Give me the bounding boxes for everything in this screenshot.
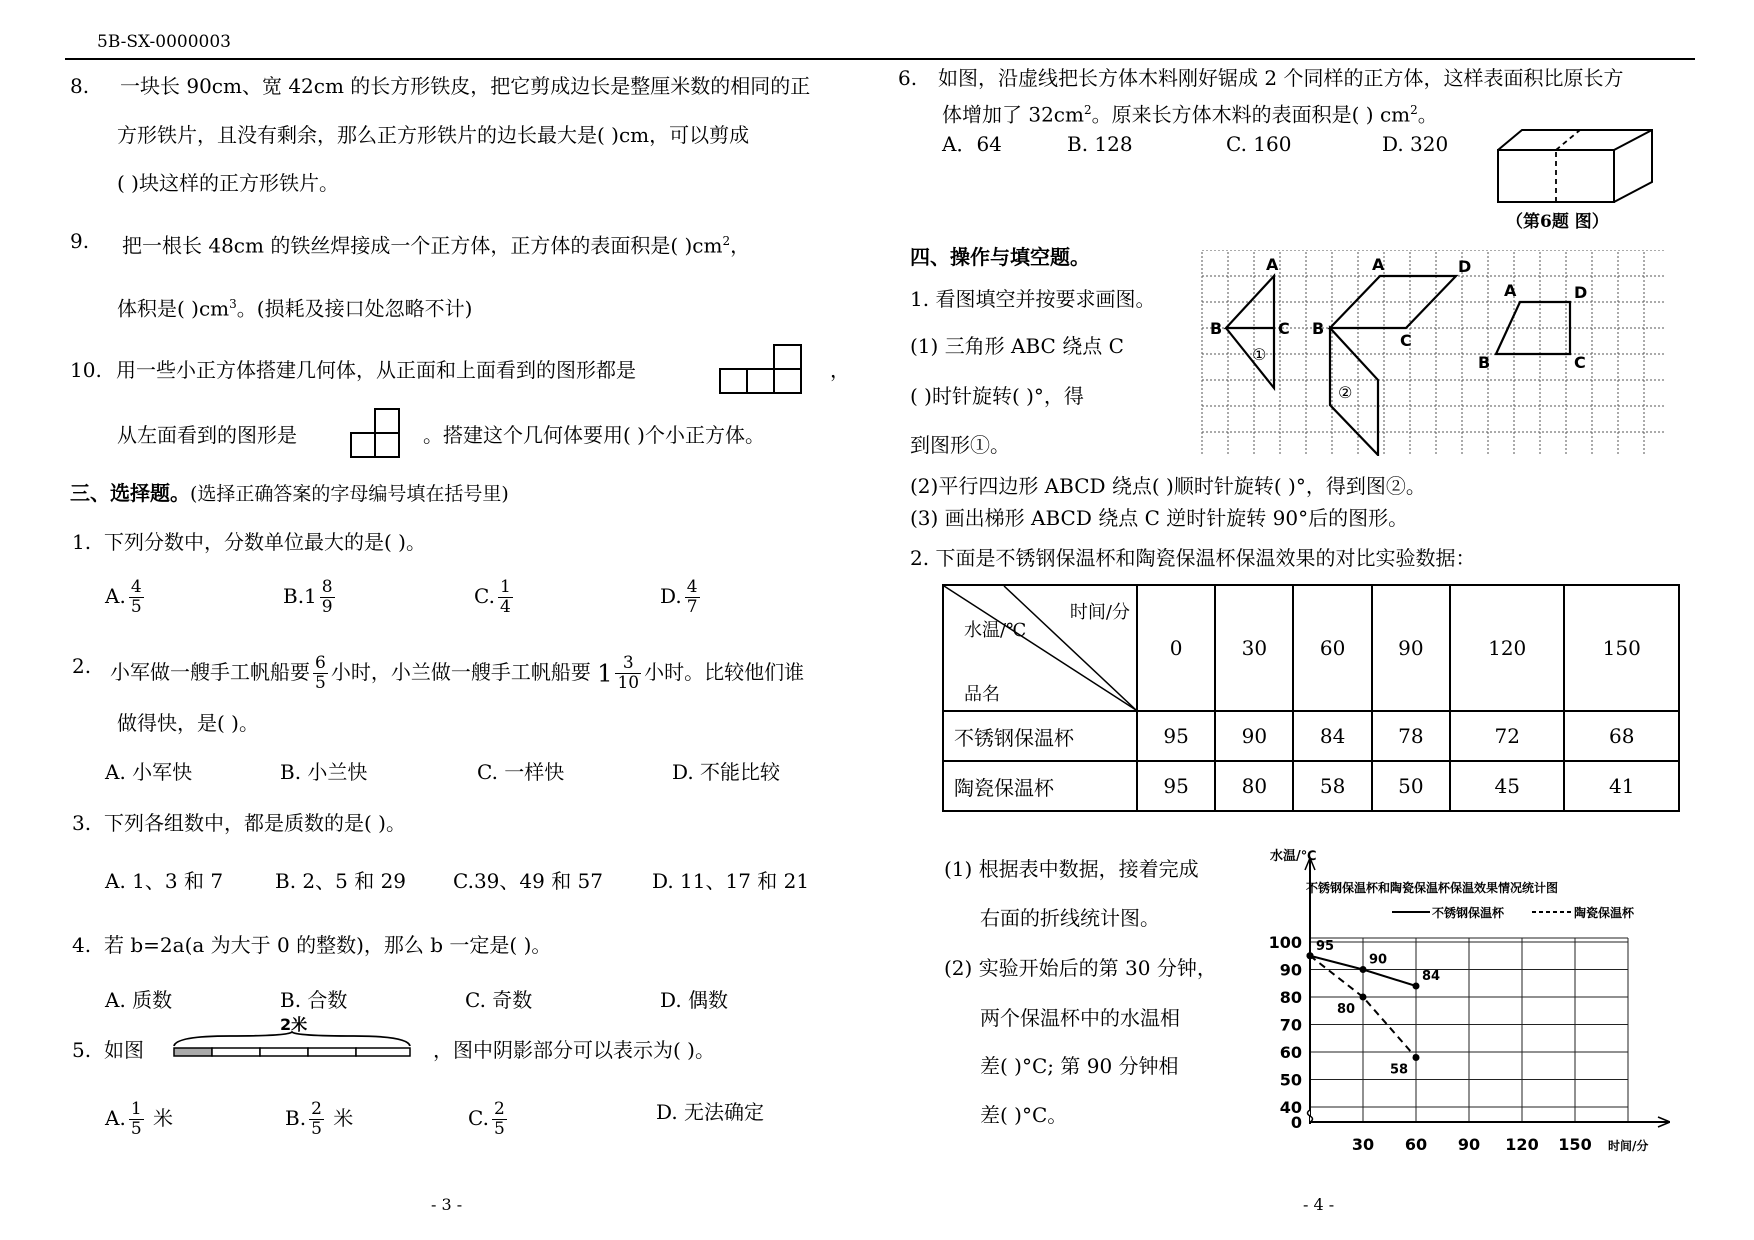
time-header: 90 <box>1372 585 1450 711</box>
c2-number: 2. <box>72 654 92 678</box>
corner-time-label: 时间/分 <box>1069 602 1130 623</box>
c1-number: 1. <box>72 530 92 554</box>
triangle-rotated <box>1226 328 1274 388</box>
cuboid-figure <box>1496 128 1656 204</box>
c1-option-b[interactable]: B.1 $\frac{8}{9}$ <box>283 577 333 617</box>
data-point <box>1307 952 1314 959</box>
q10-line2b: 。搭建这个几何体要用( )个小正方体。 <box>423 423 765 447</box>
data-point <box>1413 1054 1420 1061</box>
c5-option-a[interactable]: A. $\frac{1}{5}$ 米 <box>105 1099 173 1139</box>
c4-option-d[interactable]: D. 偶数 <box>660 988 729 1012</box>
svg-text:D: D <box>1574 283 1588 302</box>
chart-title: 不锈钢保温杯和陶瓷保温杯保温效果情况统计图 <box>1306 881 1559 895</box>
c3-option-b[interactable]: B. 2、5 和 29 <box>275 869 407 893</box>
op2-sub1-line1: (1) 根据表中数据，接着完成 <box>944 857 1199 881</box>
time-header: 150 <box>1564 585 1679 711</box>
table-cell: 90 <box>1215 711 1293 761</box>
table-cell: 45 <box>1450 761 1565 811</box>
c1-stem: 下列分数中，分数单位最大的是( )。 <box>104 530 426 554</box>
c3-option-a[interactable]: A. 1、3 和 7 <box>105 869 224 893</box>
q8-number: 8. <box>70 74 90 98</box>
svg-text:B: B <box>1312 319 1325 338</box>
table-cell: 78 <box>1372 711 1450 761</box>
c4-option-b[interactable]: B. 合数 <box>280 988 348 1012</box>
y-tick-label: 70 <box>1279 1015 1302 1035</box>
x-tick-label: 150 <box>1558 1135 1592 1154</box>
page-number-left: - 3 - <box>431 1195 463 1214</box>
data-label: 84 <box>1422 969 1441 984</box>
q6-line1: 如图，沿虚线把长方体木料刚好锯成 2 个同样的正方体，这样表面积比原长方 <box>938 66 1624 90</box>
time-header: 60 <box>1293 585 1371 711</box>
c5-option-b[interactable]: B. $\frac{2}{5}$ 米 <box>285 1099 354 1139</box>
table-cell: 41 <box>1564 761 1679 811</box>
q6-option-b[interactable]: B. 128 <box>1067 132 1133 156</box>
c3-option-d[interactable]: D. 11、17 和 21 <box>652 869 810 893</box>
x-tick-label: 60 <box>1404 1135 1428 1154</box>
op1-sub2: (2)平行四边形 ABCD 绕点( )顺时针旋转( )°，得到图②。 <box>910 474 1426 498</box>
op2-sub2-line4: 差( )°C。 <box>980 1103 1068 1127</box>
rotation-grid-figure <box>1200 250 1668 456</box>
c2-option-c[interactable]: C. 一样快 <box>477 760 565 784</box>
left-view-figure <box>350 406 402 458</box>
svg-text:C: C <box>1400 331 1412 350</box>
q8-line3: ( )块这样的正方形铁片。 <box>117 171 339 195</box>
x-tick-label: 120 <box>1505 1135 1539 1154</box>
q9-number: 9. <box>70 229 90 253</box>
op1-sub1-line3: 到图形①。 <box>910 433 1010 457</box>
c4-option-c[interactable]: C. 奇数 <box>465 988 533 1012</box>
chart-ylabel: 水温/℃ <box>1270 849 1317 864</box>
c2-stem-line2: 做得快，是( )。 <box>117 711 259 735</box>
doc-code: 5B-SX-0000003 <box>97 32 231 52</box>
ruler-bar-figure <box>170 1012 416 1062</box>
x-tick-label: 90 <box>1457 1135 1481 1154</box>
y-tick-label: 50 <box>1279 1070 1302 1090</box>
svg-text:D: D <box>1458 257 1472 276</box>
section4-title: 四、操作与填空题。 <box>910 245 1090 269</box>
table-cell: 68 <box>1564 711 1679 761</box>
table-cell: 84 <box>1293 711 1371 761</box>
corner-name-label: 品名 <box>964 684 1000 705</box>
c1-option-a[interactable]: A. $\frac{4}{5}$ <box>105 577 142 617</box>
op1-sub1-line1: (1) 三角形 ABC 绕点 C <box>910 334 1124 358</box>
op2-sub2-line2: 两个保温杯中的水温相 <box>980 1006 1180 1030</box>
data-label: 80 <box>1337 1002 1356 1017</box>
y-tick-label: 100 <box>1268 933 1302 952</box>
temperature-line-chart <box>1250 842 1670 1172</box>
data-point <box>1360 994 1367 1001</box>
c2-option-b[interactable]: B. 小兰快 <box>280 760 368 784</box>
op2-sub1-line2: 右面的折线统计图。 <box>980 906 1160 930</box>
table-cell: 50 <box>1372 761 1450 811</box>
op1-sub1-line2: ( )时针旋转( )°，得 <box>910 384 1084 408</box>
c5-stem-b: ，图中阴影部分可以表示为( )。 <box>433 1038 715 1062</box>
data-label: 95 <box>1316 938 1335 954</box>
section3-title: 三、选择题。(选择正确答案的字母编号填在括号里) <box>70 481 509 505</box>
c5-number: 5. <box>72 1038 92 1062</box>
table-cell: 80 <box>1215 761 1293 811</box>
svg-text:B: B <box>1210 319 1223 338</box>
data-point <box>1360 966 1367 973</box>
q8-line1: 一块长 90cm、宽 42cm 的长方形铁皮，把它剪成边长是整厘米数的相同的正 <box>120 74 811 98</box>
c5-stem-a: 如图 <box>104 1038 144 1062</box>
svg-text:C: C <box>1574 353 1586 372</box>
table-corner-cell <box>943 585 1137 711</box>
c4-option-a[interactable]: A. 质数 <box>105 988 173 1012</box>
y-tick-label: 80 <box>1279 988 1302 1007</box>
q6-option-a[interactable]: A．64 <box>942 132 1002 156</box>
c2-stem-line1: 小军做一艘手工帆船要 $\frac{6}{5}$ 小时，小兰做一艘手工帆船要 1 $\frac{3}{10}$ 小时。比较他们谁 <box>110 653 805 693</box>
data-label: 90 <box>1369 952 1388 968</box>
table-row <box>943 711 1679 761</box>
c3-stem: 下列各组数中，都是质数的是( )。 <box>104 811 406 835</box>
q9-line2: 体积是( )$cm^3$。(损耗及接口处忽略不计) <box>117 296 473 321</box>
table-cell: 95 <box>1137 711 1215 761</box>
page-number-right: - 4 - <box>1303 1195 1335 1214</box>
op2-title: 2. 下面是不锈钢保温杯和陶瓷保温杯保温效果的对比实验数据： <box>910 546 1476 570</box>
data-table <box>942 584 1680 812</box>
chart-xlabel: 时间/分 <box>1608 1139 1649 1153</box>
op2-sub2-line3: 差( )°C; 第 90 分钟相 <box>980 1054 1179 1078</box>
legend-dashed-label: 陶瓷保温杯 <box>1574 906 1635 920</box>
q10-comma: ， <box>830 358 850 382</box>
y-tick-label: 60 <box>1279 1043 1302 1062</box>
c5-option-d[interactable]: D. 无法确定 <box>656 1100 765 1124</box>
y-tick-label: 40 <box>1279 1098 1302 1117</box>
svg-text:A: A <box>1504 281 1517 300</box>
header-rule <box>65 58 1695 60</box>
corner-temp-label: 水温/℃ <box>964 620 1027 641</box>
q6-option-d[interactable]: D. 320 <box>1382 132 1449 156</box>
op2-sub2-line1: (2) 实验开始后的第 30 分钟， <box>944 956 1217 980</box>
q6-figure-caption: （第6题 图） <box>1506 212 1609 232</box>
c2-option-a[interactable]: A. 小军快 <box>105 760 193 784</box>
front-view-figure <box>719 342 803 394</box>
c2-option-d[interactable]: D. 不能比较 <box>672 760 781 784</box>
legend-solid-label: 不锈钢保温杯 <box>1432 906 1505 920</box>
time-header: 30 <box>1215 585 1293 711</box>
svg-text:A: A <box>1266 255 1279 274</box>
c1-option-c[interactable]: C. $\frac{1}{4}$ <box>474 577 511 617</box>
table-cell: 58 <box>1293 761 1371 811</box>
y-tick-label: 0 <box>1290 1113 1302 1132</box>
x-tick-label: 30 <box>1351 1135 1375 1154</box>
data-point <box>1413 983 1420 990</box>
data-label: 58 <box>1390 1062 1409 1078</box>
table-cell: 95 <box>1137 761 1215 811</box>
svg-text:B: B <box>1478 353 1491 372</box>
c3-number: 3. <box>72 811 92 835</box>
time-header: 120 <box>1450 585 1565 711</box>
svg-text:①: ① <box>1252 345 1267 364</box>
y-tick-label: 90 <box>1279 960 1302 980</box>
op1-sub3: (3) 画出梯形 ABCD 绕点 C 逆时针旋转 90°后的图形。 <box>910 506 1409 530</box>
c4-number: 4. <box>72 933 92 957</box>
c4-stem: 若 b=2a(a 为大于 0 的整数)，那么 b 一定是( )。 <box>104 933 552 957</box>
row-name: 不锈钢保温杯 <box>943 711 1137 761</box>
parallelogram-abcd <box>1330 276 1456 328</box>
q6-option-c[interactable]: C. 160 <box>1226 132 1292 156</box>
row-name: 陶瓷保温杯 <box>943 761 1137 811</box>
svg-text:C: C <box>1278 319 1290 338</box>
svg-text:②: ② <box>1338 383 1353 402</box>
q10-number: 10. <box>70 358 102 382</box>
c5-option-c[interactable]: C. $\frac{2}{5}$ <box>468 1099 505 1139</box>
table-cell: 72 <box>1450 711 1565 761</box>
q6-number: 6. <box>898 66 918 90</box>
q8-line2: 方形铁片，且没有剩余，那么正方形铁片的边长最大是( )cm，可以剪成 <box>117 123 750 147</box>
c3-option-c[interactable]: C.39、49 和 57 <box>453 869 604 893</box>
op1-title: 1. 看图填空并按要求画图。 <box>910 287 1156 311</box>
table-row <box>943 761 1679 811</box>
svg-text:A: A <box>1372 255 1385 274</box>
ruler-bar-label: 2米 <box>280 1015 308 1034</box>
q10-line2a: 从左面看到的图形是 <box>117 423 297 447</box>
q9-line1: 把一根长 48cm 的铁丝焊接成一个正方体，正方体的表面积是( )$cm^2$， <box>122 233 751 258</box>
q6-line2: 体增加了 $32cm^2$。原来长方体木料的表面积是( ) $cm^2$。 <box>942 102 1438 127</box>
c1-option-d[interactable]: D. $\frac{4}{7}$ <box>660 577 698 617</box>
time-header: 0 <box>1137 585 1215 711</box>
q10-line1: 用一些小正方体搭建几何体，从正面和上面看到的图形都是 <box>116 358 636 382</box>
